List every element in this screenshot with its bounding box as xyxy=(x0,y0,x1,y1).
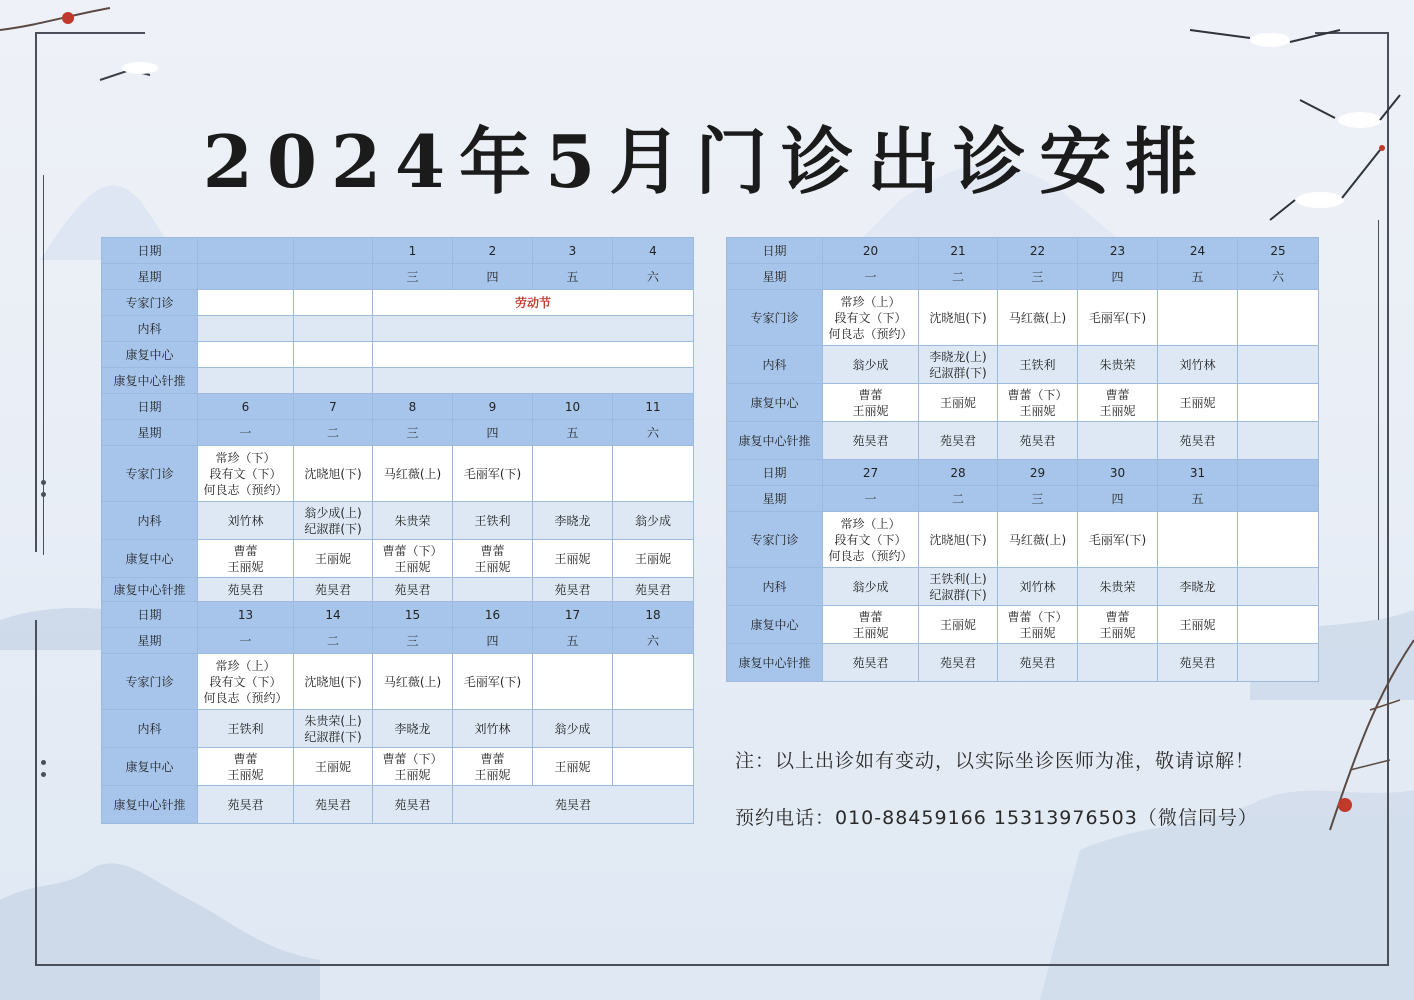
date-cell: 30 xyxy=(1078,460,1158,486)
schedule-table-right xyxy=(726,237,1319,682)
holiday-cell: 劳动节 xyxy=(373,290,694,316)
expert-cell: 马红薇(上) xyxy=(373,654,453,710)
internal-label: 内科 xyxy=(102,502,198,540)
expert-row xyxy=(727,290,1319,346)
weekday-cell: 六 xyxy=(1238,264,1319,290)
date-label: 日期 xyxy=(102,394,198,420)
date-cell: 8 xyxy=(373,394,453,420)
internal-row xyxy=(727,346,1319,384)
weekday-cell: 一 xyxy=(198,628,294,654)
rehab-cell xyxy=(1238,384,1319,422)
rehab-cell: 曹蕾 王丽妮 xyxy=(1078,606,1158,644)
date-cell: 31 xyxy=(1158,460,1238,486)
internal-cell: 翁少成(上) 纪淑群(下) xyxy=(294,502,373,540)
rehab-cell xyxy=(613,748,694,786)
acu-cell: 苑昊君 xyxy=(998,422,1078,460)
internal-label: 内科 xyxy=(102,316,198,342)
weekday-label: 星期 xyxy=(102,420,198,446)
rehab-cell: 王丽妮 xyxy=(533,540,613,578)
internal-cell: 王铁利(上) 纪淑群(下) xyxy=(919,568,998,606)
date-cell: 21 xyxy=(919,238,998,264)
acu-cell: 苑昊君 xyxy=(198,578,294,602)
acu-row xyxy=(727,422,1319,460)
date-cell: 1 xyxy=(373,238,453,264)
internal-cell: 朱贵荣 xyxy=(373,502,453,540)
rehab-label: 康复中心 xyxy=(727,606,823,644)
rehab-cell: 王丽妮 xyxy=(1158,384,1238,422)
weekday-cell: 三 xyxy=(373,264,453,290)
weekday-cell: 二 xyxy=(294,420,373,446)
rehab-cell: 王丽妮 xyxy=(919,606,998,644)
rehab-cell xyxy=(1238,606,1319,644)
internal-row xyxy=(102,316,694,342)
weekday-cell: 六 xyxy=(613,264,694,290)
internal-cell xyxy=(373,316,694,342)
expert-cell xyxy=(1238,512,1319,568)
internal-cell xyxy=(1238,346,1319,384)
weekday-cell: 四 xyxy=(453,264,533,290)
expert-label: 专家门诊 xyxy=(727,512,823,568)
date-cell xyxy=(198,238,294,264)
acu-cell xyxy=(373,368,694,394)
internal-row xyxy=(727,568,1319,606)
internal-label: 内科 xyxy=(727,568,823,606)
weekday-cell xyxy=(294,264,373,290)
date-cell: 2 xyxy=(453,238,533,264)
rehab-cell xyxy=(373,342,694,368)
frame-dot xyxy=(41,760,46,765)
internal-cell: 翁少成 xyxy=(823,568,919,606)
internal-cell: 李晓龙 xyxy=(1158,568,1238,606)
date-cell xyxy=(1238,460,1319,486)
weekday-row xyxy=(727,486,1319,512)
acu-cell: 苑昊君 xyxy=(294,786,373,824)
rehab-cell: 王丽妮 xyxy=(613,540,694,578)
rehab-cell: 曹蕾（下） 王丽妮 xyxy=(373,540,453,578)
internal-label: 内科 xyxy=(102,710,198,748)
weekday-row xyxy=(727,264,1319,290)
weekday-label: 星期 xyxy=(102,264,198,290)
internal-cell: 翁少成 xyxy=(613,502,694,540)
expert-row xyxy=(727,512,1319,568)
internal-cell: 刘竹林 xyxy=(1158,346,1238,384)
date-cell: 4 xyxy=(613,238,694,264)
date-row xyxy=(102,394,694,420)
acu-cell: 苑昊君 xyxy=(373,786,453,824)
acu-cell: 苑昊君 xyxy=(919,644,998,682)
internal-cell xyxy=(294,316,373,342)
internal-label: 内科 xyxy=(727,346,823,384)
expert-cell: 沈晓旭(下) xyxy=(294,654,373,710)
expert-row xyxy=(102,654,694,710)
expert-cell: 常珍（上） 段有文（下） 何良志（预约） xyxy=(823,512,919,568)
date-cell xyxy=(294,238,373,264)
weekday-cell: 三 xyxy=(998,486,1078,512)
internal-cell xyxy=(198,316,294,342)
internal-cell: 李晓龙 xyxy=(373,710,453,748)
acu-row xyxy=(727,644,1319,682)
acu-cell: 苑昊君 xyxy=(453,786,694,824)
expert-cell xyxy=(533,654,613,710)
weekday-cell: 四 xyxy=(453,420,533,446)
schedule-table-left xyxy=(101,237,694,824)
date-row xyxy=(102,602,694,628)
frame-dot xyxy=(41,772,46,777)
expert-label: 专家门诊 xyxy=(102,290,198,316)
expert-label: 专家门诊 xyxy=(727,290,823,346)
weekday-cell: 五 xyxy=(533,628,613,654)
date-cell: 10 xyxy=(533,394,613,420)
expert-cell xyxy=(198,290,294,316)
rehab-label: 康复中心 xyxy=(102,748,198,786)
date-cell: 23 xyxy=(1078,238,1158,264)
date-cell: 13 xyxy=(198,602,294,628)
rehab-cell: 曹蕾 王丽妮 xyxy=(453,540,533,578)
rehab-cell: 王丽妮 xyxy=(1158,606,1238,644)
weekday-cell: 一 xyxy=(823,486,919,512)
internal-cell: 王铁利 xyxy=(198,710,294,748)
weekday-label: 星期 xyxy=(727,264,823,290)
date-cell: 25 xyxy=(1238,238,1319,264)
expert-cell xyxy=(533,446,613,502)
date-cell: 6 xyxy=(198,394,294,420)
internal-cell xyxy=(613,710,694,748)
date-cell: 20 xyxy=(823,238,919,264)
page-title: 2024年5月门诊出诊安排 xyxy=(202,119,1212,204)
internal-cell: 李晓龙 xyxy=(533,502,613,540)
rehab-cell: 曹蕾（下） 王丽妮 xyxy=(998,606,1078,644)
frame-dot xyxy=(41,492,46,497)
internal-cell: 王铁利 xyxy=(998,346,1078,384)
expert-cell: 毛丽军(下) xyxy=(453,654,533,710)
frame-left-lower xyxy=(35,620,37,965)
rehab-label: 康复中心 xyxy=(727,384,823,422)
notice-text: 注：以上出诊如有变动，以实际坐诊医师为准，敬请谅解！ xyxy=(735,750,1256,772)
acu-cell xyxy=(1238,422,1319,460)
date-cell: 27 xyxy=(823,460,919,486)
rehab-cell: 王丽妮 xyxy=(294,540,373,578)
date-row xyxy=(102,238,694,264)
date-row xyxy=(727,460,1319,486)
date-cell: 7 xyxy=(294,394,373,420)
expert-cell xyxy=(1158,290,1238,346)
weekday-cell xyxy=(198,264,294,290)
internal-cell: 刘竹林 xyxy=(453,710,533,748)
expert-cell xyxy=(1238,290,1319,346)
expert-cell: 马红薇(上) xyxy=(998,290,1078,346)
acu-cell: 苑昊君 xyxy=(533,578,613,602)
acu-row xyxy=(102,368,694,394)
acu-label: 康复中心针推 xyxy=(102,786,198,824)
rehab-cell: 曹蕾 王丽妮 xyxy=(198,540,294,578)
expert-label: 专家门诊 xyxy=(102,446,198,502)
internal-cell: 朱贵荣(上) 纪淑群(下) xyxy=(294,710,373,748)
acu-cell xyxy=(453,578,533,602)
expert-row xyxy=(102,446,694,502)
expert-cell xyxy=(1158,512,1238,568)
acu-label: 康复中心针推 xyxy=(727,644,823,682)
weekday-cell: 一 xyxy=(823,264,919,290)
expert-cell: 常珍（下） 段有文（下） 何良志（预约） xyxy=(198,446,294,502)
date-cell: 9 xyxy=(453,394,533,420)
internal-cell: 朱贵荣 xyxy=(1078,568,1158,606)
internal-row xyxy=(102,502,694,540)
expert-cell xyxy=(294,290,373,316)
rehab-label: 康复中心 xyxy=(102,342,198,368)
internal-cell: 王铁利 xyxy=(453,502,533,540)
frame-dot xyxy=(41,480,46,485)
acu-cell: 苑昊君 xyxy=(613,578,694,602)
rehab-row xyxy=(102,748,694,786)
date-cell: 3 xyxy=(533,238,613,264)
date-row xyxy=(727,238,1319,264)
rehab-cell: 王丽妮 xyxy=(533,748,613,786)
rehab-row xyxy=(727,606,1319,644)
expert-cell xyxy=(613,654,694,710)
weekday-cell: 四 xyxy=(1078,486,1158,512)
frame-bottom xyxy=(35,964,1389,966)
rehab-cell xyxy=(198,342,294,368)
booking-phone: 预约电话：010-88459166 15313976503（微信同号） xyxy=(735,807,1258,829)
acu-cell xyxy=(1078,422,1158,460)
rehab-label: 康复中心 xyxy=(102,540,198,578)
weekday-label: 星期 xyxy=(727,486,823,512)
weekday-cell: 六 xyxy=(613,420,694,446)
date-cell: 18 xyxy=(613,602,694,628)
internal-cell: 朱贵荣 xyxy=(1078,346,1158,384)
expert-cell: 毛丽军(下) xyxy=(453,446,533,502)
weekday-cell: 一 xyxy=(198,420,294,446)
internal-cell xyxy=(1238,568,1319,606)
date-cell: 22 xyxy=(998,238,1078,264)
internal-cell: 翁少成 xyxy=(823,346,919,384)
acu-row xyxy=(102,786,694,824)
weekday-cell: 六 xyxy=(613,628,694,654)
date-cell: 29 xyxy=(998,460,1078,486)
date-cell: 11 xyxy=(613,394,694,420)
expert-row xyxy=(102,290,694,316)
date-label: 日期 xyxy=(727,238,823,264)
rehab-row xyxy=(102,342,694,368)
rehab-cell: 曹蕾（下） 王丽妮 xyxy=(373,748,453,786)
acu-row xyxy=(102,578,694,602)
weekday-cell: 三 xyxy=(373,628,453,654)
acu-label: 康复中心针推 xyxy=(102,368,198,394)
expert-cell: 马红薇(上) xyxy=(373,446,453,502)
date-cell: 17 xyxy=(533,602,613,628)
date-label: 日期 xyxy=(102,238,198,264)
rehab-row xyxy=(727,384,1319,422)
rehab-row xyxy=(102,540,694,578)
date-cell: 14 xyxy=(294,602,373,628)
weekday-cell xyxy=(1238,486,1319,512)
weekday-row xyxy=(102,420,694,446)
expert-cell: 马红薇(上) xyxy=(998,512,1078,568)
internal-row xyxy=(102,710,694,748)
weekday-cell: 五 xyxy=(533,420,613,446)
expert-cell: 毛丽军(下) xyxy=(1078,512,1158,568)
weekday-label: 星期 xyxy=(102,628,198,654)
expert-label: 专家门诊 xyxy=(102,654,198,710)
rehab-cell xyxy=(294,342,373,368)
weekday-cell: 二 xyxy=(919,264,998,290)
acu-cell xyxy=(1078,644,1158,682)
weekday-cell: 二 xyxy=(919,486,998,512)
rehab-cell: 曹蕾 王丽妮 xyxy=(198,748,294,786)
internal-cell: 翁少成 xyxy=(533,710,613,748)
expert-cell: 常珍（上） 段有文（下） 何良志（预约） xyxy=(823,290,919,346)
acu-cell: 苑昊君 xyxy=(1158,422,1238,460)
expert-cell: 毛丽军(下) xyxy=(1078,290,1158,346)
date-cell: 28 xyxy=(919,460,998,486)
acu-cell: 苑昊君 xyxy=(294,578,373,602)
rehab-cell: 曹蕾 王丽妮 xyxy=(1078,384,1158,422)
acu-cell xyxy=(1238,644,1319,682)
internal-cell: 李晓龙(上) 纪淑群(下) xyxy=(919,346,998,384)
acu-label: 康复中心针推 xyxy=(102,578,198,602)
expert-cell: 常珍（上） 段有文（下） 何良志（预约） xyxy=(198,654,294,710)
weekday-cell: 五 xyxy=(1158,486,1238,512)
rehab-cell: 王丽妮 xyxy=(294,748,373,786)
date-label: 日期 xyxy=(102,602,198,628)
weekday-row xyxy=(102,264,694,290)
acu-cell: 苑昊君 xyxy=(998,644,1078,682)
rehab-cell: 曹蕾 王丽妮 xyxy=(823,606,919,644)
weekday-cell: 五 xyxy=(1158,264,1238,290)
internal-cell: 刘竹林 xyxy=(198,502,294,540)
expert-cell: 沈晓旭(下) xyxy=(294,446,373,502)
rehab-cell: 王丽妮 xyxy=(919,384,998,422)
date-cell: 15 xyxy=(373,602,453,628)
rehab-cell: 曹蕾 王丽妮 xyxy=(453,748,533,786)
acu-cell xyxy=(294,368,373,394)
date-cell: 24 xyxy=(1158,238,1238,264)
weekday-cell: 三 xyxy=(998,264,1078,290)
plum-branch-decoration xyxy=(0,0,200,110)
acu-cell: 苑昊君 xyxy=(198,786,294,824)
acu-cell: 苑昊君 xyxy=(373,578,453,602)
weekday-cell: 三 xyxy=(373,420,453,446)
weekday-cell: 二 xyxy=(294,628,373,654)
expert-cell: 沈晓旭(下) xyxy=(919,512,998,568)
acu-cell: 苑昊君 xyxy=(1158,644,1238,682)
weekday-row xyxy=(102,628,694,654)
frame-inner-right xyxy=(1378,220,1379,620)
acu-cell: 苑昊君 xyxy=(823,644,919,682)
weekday-cell: 五 xyxy=(533,264,613,290)
acu-cell xyxy=(198,368,294,394)
expert-cell xyxy=(613,446,694,502)
frame-inner-left xyxy=(43,175,44,555)
date-label: 日期 xyxy=(727,460,823,486)
weekday-cell: 四 xyxy=(453,628,533,654)
rehab-cell: 曹蕾 王丽妮 xyxy=(823,384,919,422)
date-cell: 16 xyxy=(453,602,533,628)
acu-cell: 苑昊君 xyxy=(919,422,998,460)
acu-label: 康复中心针推 xyxy=(727,422,823,460)
internal-cell: 刘竹林 xyxy=(998,568,1078,606)
expert-cell: 沈晓旭(下) xyxy=(919,290,998,346)
rehab-cell: 曹蕾（下） 王丽妮 xyxy=(998,384,1078,422)
acu-cell: 苑昊君 xyxy=(823,422,919,460)
weekday-cell: 四 xyxy=(1078,264,1158,290)
